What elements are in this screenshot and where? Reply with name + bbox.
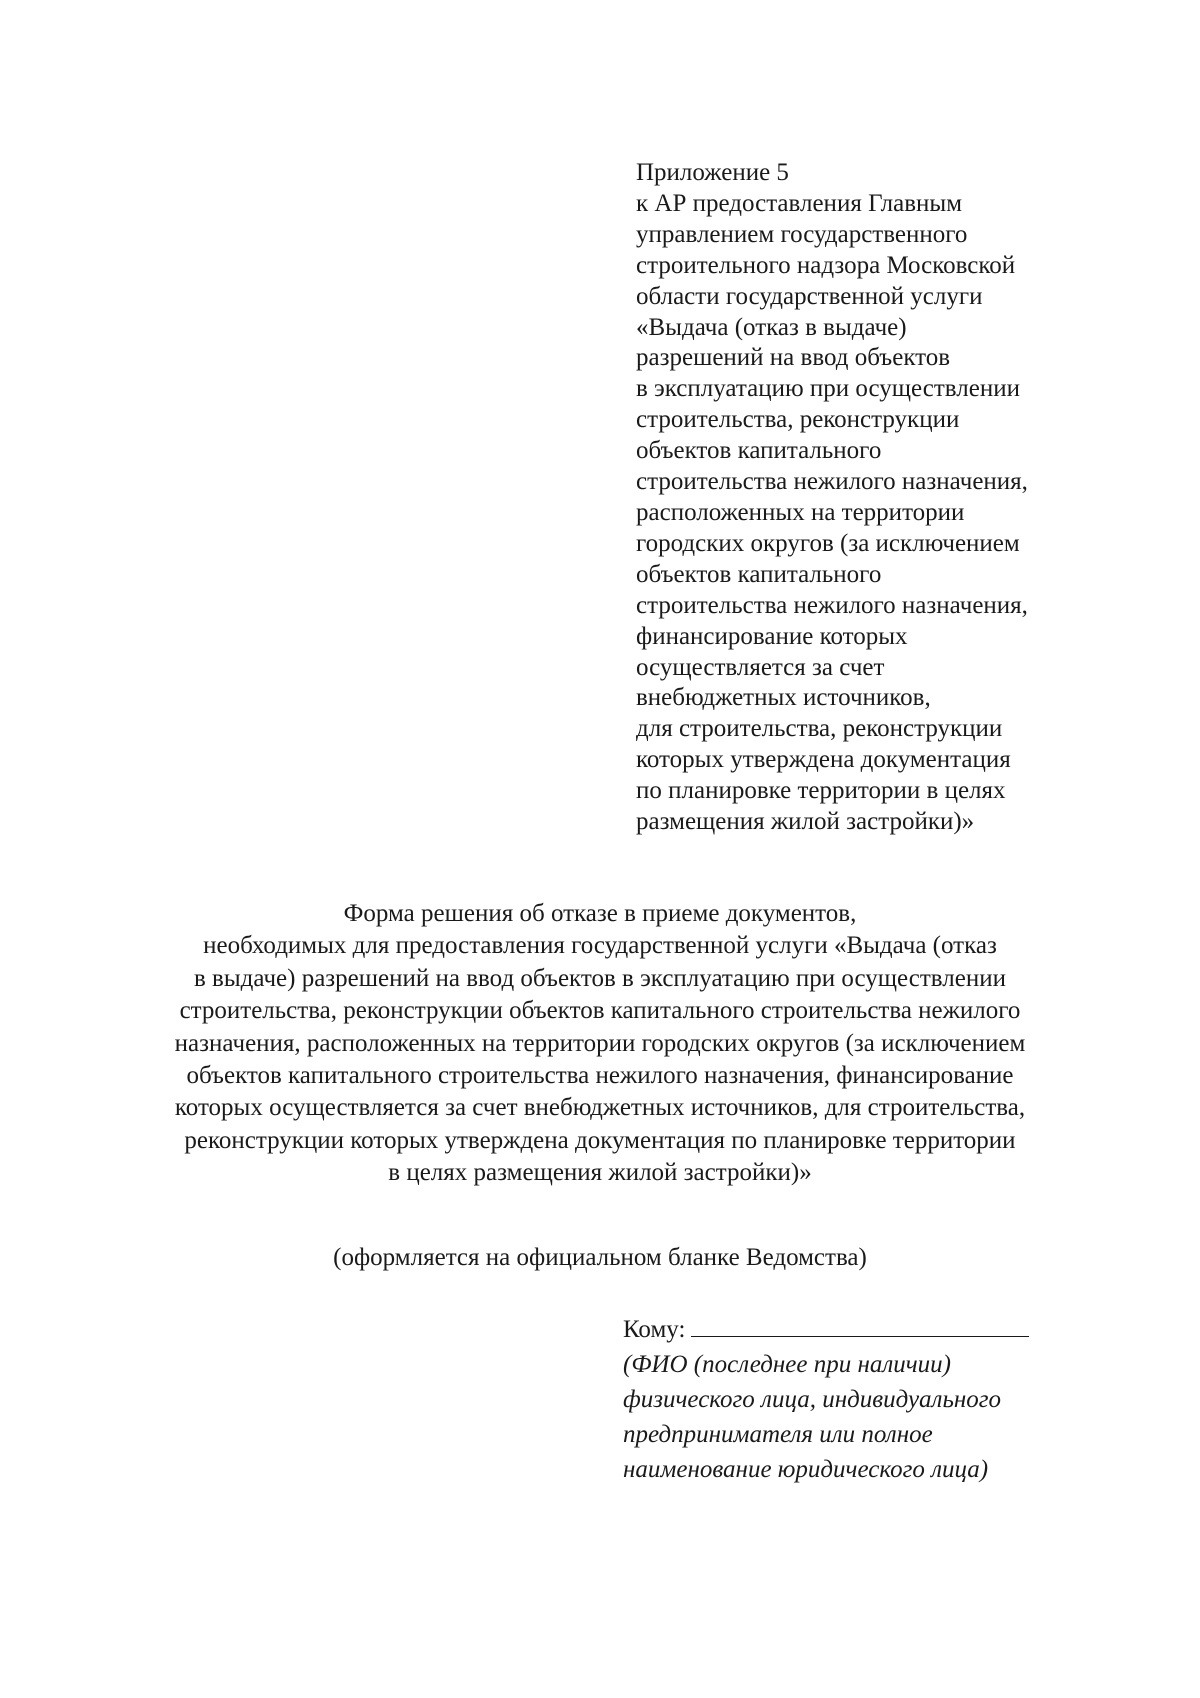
recipient-block <box>623 1310 1103 1487</box>
appendix-line: объектов капитального <box>636 560 882 588</box>
appendix-line: строительства, реконструкции <box>636 406 960 434</box>
form-title-line: Форма решения об отказе в приеме документов, <box>343 900 857 927</box>
appendix-line: Приложение 5 <box>636 159 789 186</box>
official-blank-note: (оформляется на официальном бланке Ведомства) <box>333 1244 867 1271</box>
appendix-line: разрешений на ввод объектов <box>636 344 951 372</box>
recipient-label: Кому: <box>623 1316 686 1343</box>
recipient-note-line: предпринимателя или полное <box>623 1421 933 1448</box>
form-title-line: которых осуществляется за счет внебюджетных источников, для строительства, <box>174 1094 1026 1122</box>
recipient-fill-line <box>691 1310 1029 1337</box>
appendix-line: размещения жилой застройки)» <box>636 808 975 836</box>
form-title-line: в выдаче) разрешений на ввод объектов в эксплуатацию при осуществлении <box>194 964 1006 992</box>
appendix-line: расположенных на территории <box>636 498 965 526</box>
appendix-line: к АР предоставления Главным <box>636 189 963 217</box>
recipient-note-line: наименование юридического лица) <box>623 1456 989 1483</box>
form-title-line: реконструкции которых утверждена документация по планировке территории <box>184 1126 1016 1154</box>
appendix-line: строительного надзора Московской <box>636 251 1016 279</box>
appendix-line: управлением государственного <box>636 220 968 248</box>
appendix-line: которых утверждена документация <box>636 746 1011 774</box>
form-title <box>100 898 1100 1190</box>
form-title-line: в целях размещения жилой застройки)» <box>388 1159 812 1187</box>
appendix-line: «Выдача (отказ в выдаче) <box>636 313 907 341</box>
appendix-line: строительства нежилого назначения, <box>636 468 1028 496</box>
form-title-line: строительства, реконструкции объектов капитального строительства нежилого <box>179 997 1021 1025</box>
appendix-line: осуществляется за счет <box>636 653 885 681</box>
appendix-line: области государственной услуги <box>636 282 983 310</box>
recipient-note-line: (ФИО (последнее при наличии) <box>623 1351 952 1378</box>
recipient-note-line: физического лица, индивидуального <box>623 1386 1001 1413</box>
form-title-line: объектов капитального строительства нежилого назначения, финансирование <box>186 1062 1014 1090</box>
appendix-line: в эксплуатацию при осуществлении <box>636 375 1020 403</box>
recipient-row <box>623 1310 1103 1347</box>
appendix-line: финансирование которых <box>636 622 908 650</box>
appendix-line: для строительства, реконструкции <box>636 715 1003 743</box>
appendix-line: по планировке территории в целях <box>636 777 1006 805</box>
form-title-line: назначения, расположенных на территории городских округов (за исключением <box>174 1029 1026 1057</box>
appendix-line: городских округов (за исключением <box>636 529 1020 557</box>
appendix-line: строительства нежилого назначения, <box>636 591 1028 619</box>
recipient-note <box>623 1347 1103 1487</box>
appendix-block <box>636 158 1136 838</box>
appendix-line: внебюджетных источников, <box>636 684 931 712</box>
appendix-line: объектов капитального <box>636 437 882 465</box>
form-title-line: необходимых для предоставления государственной услуги «Выдача (отказ <box>203 932 997 960</box>
